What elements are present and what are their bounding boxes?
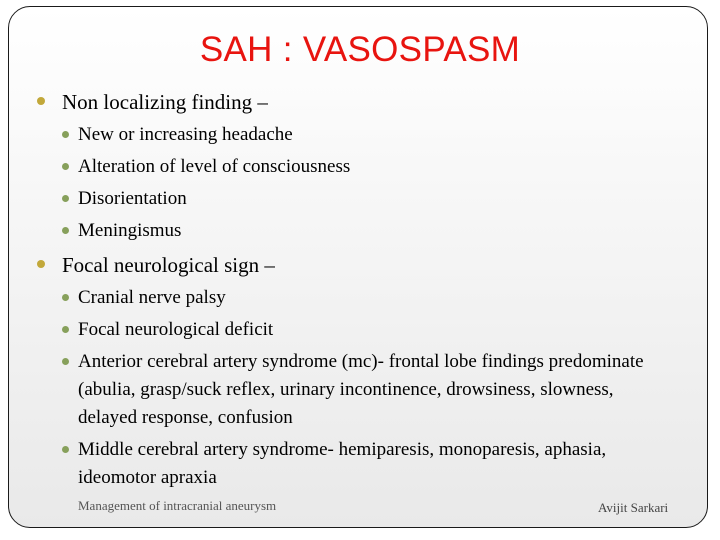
bullet-dot-icon <box>62 358 69 365</box>
section-heading: Focal neurological sign – <box>62 253 275 277</box>
list-item-text: Anterior cerebral artery syndrome (mc)- frontal lobe findings predominate (abulia, grasp/suck reflex, urinary incontinence, drowsiness, slowness, delayed response, confusion <box>78 351 644 428</box>
list-item-text: Alteration of level of consciousness <box>78 156 351 177</box>
list-item <box>52 217 646 245</box>
bullet-section-focal-neurological <box>36 251 646 492</box>
bullet-dot-icon <box>62 294 69 301</box>
list-item <box>52 348 646 432</box>
list-item <box>52 153 646 181</box>
list-item <box>52 316 646 344</box>
bullet-dot-icon <box>37 260 45 268</box>
bullet-dot-icon <box>62 227 69 234</box>
list-item <box>52 284 646 312</box>
list-item <box>52 436 646 492</box>
list-item-text: Meningismus <box>78 220 182 241</box>
slide-title: SAH : VASOSPASM <box>199 30 521 69</box>
list-item-text: New or increasing headache <box>78 124 293 145</box>
section-heading: Non localizing finding – <box>62 90 268 114</box>
list-item-text: Disorientation <box>78 188 187 209</box>
footer-author: Avijit Sarkari <box>598 500 669 515</box>
bullet-list <box>36 88 646 498</box>
bullet-dot-icon <box>62 195 69 202</box>
sub-bullet-list <box>52 121 646 245</box>
bullet-dot-icon <box>37 97 45 105</box>
list-item <box>52 121 646 149</box>
bullet-dot-icon <box>62 131 69 138</box>
list-item-text: Middle cerebral artery syndrome- hemiparesis, monoparesis, aphasia, ideomotor apraxia <box>78 439 607 488</box>
footer-presentation-title: Management of intracranial aneurysm <box>78 498 277 513</box>
bullet-dot-icon <box>62 446 69 453</box>
list-item <box>52 185 646 213</box>
sub-bullet-list <box>52 284 646 492</box>
bullet-dot-icon <box>62 326 69 333</box>
bullet-dot-icon <box>62 163 69 170</box>
bullet-section-non-localizing <box>36 88 646 245</box>
list-item-text: Cranial nerve palsy <box>78 287 226 308</box>
list-item-text: Focal neurological deficit <box>78 319 274 340</box>
